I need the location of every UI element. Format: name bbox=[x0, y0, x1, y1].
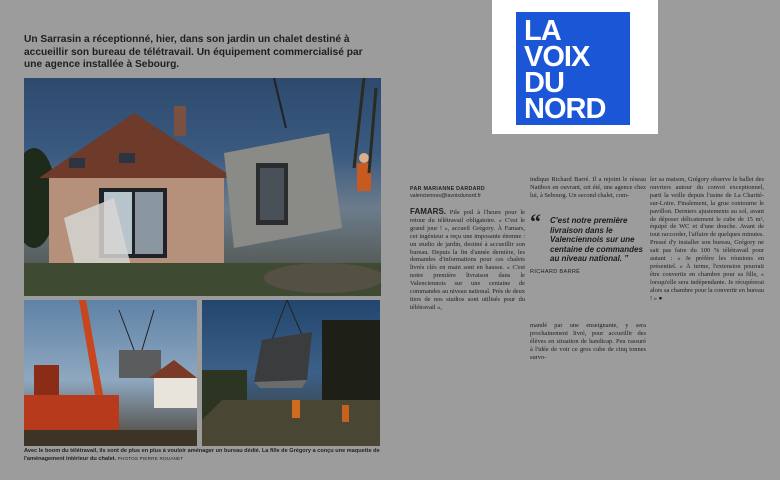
article-column-2: indique Richard Barré. Il a rejoint le réseau Natibox en ouvrant, cet été, une agence chez lui, à Sebourg. Un second chalet, com- bbox=[530, 176, 646, 199]
quote-text: C'est notre première livraison dans le Valenciennois sur une centaine de commandes au niveau national. ” bbox=[550, 216, 643, 264]
logo-line-2: VOIX bbox=[524, 41, 590, 73]
column-1-text: Pile poil à l'heure pour le retour du télétravail obligatoire. « C'est le grand jour ! », accueil Grégory. À Famars, cet ingénieur a reçu une imposante étrenne : un studio de jardin, destiné à accueillir son bureau. Depuis la fin d'année dernière, les demandes d'informations pour ces chalets livrés clés en main sont en hausse. « C'est notre première livraison dans le Valenciennois sur une centaine de commandes au niveau national. Près de deux tiers de nos studios sont utilisés pour du télétravail », bbox=[410, 209, 525, 311]
la-voix-du-nord-logo bbox=[516, 12, 630, 125]
chalet-delivery-illustration bbox=[24, 78, 381, 296]
pull-quote bbox=[530, 209, 646, 275]
cube-lift-illustration bbox=[202, 300, 380, 446]
logo-line-4: NORD bbox=[524, 93, 606, 125]
byline bbox=[410, 186, 485, 200]
main-photo bbox=[24, 78, 381, 296]
dateline-place: FAMARS. bbox=[410, 207, 446, 216]
photo-credit: PHOTOS PIERRE ROUANET bbox=[117, 456, 184, 461]
article-lead: Un Sarrasin a réceptionné, hier, dans son jardin un chalet destiné à accueillir son bureau de télétravail. Un équipement commercialisé par une agence installée à Sebourg. bbox=[24, 34, 363, 70]
crane-photo bbox=[24, 300, 197, 446]
photo-caption bbox=[24, 448, 380, 463]
article-column-1 bbox=[410, 208, 525, 312]
logo-line-3: DU bbox=[524, 67, 564, 99]
quote-author: RICHARD BARRÉ bbox=[530, 268, 581, 275]
byline-author: PAR MARIANNE DARDARD bbox=[410, 186, 486, 192]
quote-mark: “ bbox=[530, 209, 541, 234]
logo-line-1: LA bbox=[524, 15, 561, 47]
byline-email: valenciennes@lavoixdunord.fr bbox=[410, 193, 482, 199]
crane-illustration bbox=[24, 300, 197, 446]
article-column-3: ler sa maison, Grégory observe le ballet des ouvriers autour du convoi exceptionnel, parti la veille depuis l'usine de La Charité-sur-Loire. Finalement, la grue contourne le pavillon. Derniers ajustements au sol, avant de déposer délicatement le cube de 15 m², équipé de WC et d'une douche. Avant de tout raccorder, l'affaire de quelques minutes. Pressé d'y installer son bureau, Grégory ne sait pas faire du 100 % télétravail pour autant : « Je préfère les réunions en présentiel. » À terme, l'extension pourrait être convertie en chambre pour sa fille, « lorsqu'elle sera indépendante. Je récupérerai alors sa chambre pour la convertir en bureau ! » ● bbox=[650, 176, 764, 302]
lift-photo bbox=[202, 300, 380, 446]
caption-text: Avec le boom du télétravail, ils sont de plus en plus à vouloir aménager un bureau dédié. La fille de Grégory a conçu une maquette de l'aménagement intérieur du chalet. bbox=[24, 448, 380, 462]
article-column-2-continued: mandé par une enseignante, y sera prochainement livré, pour accueillir des élèves en situation de handicap. Peu rassuré à l'idée de voir ce gros cube de cinq tonnes survo- bbox=[530, 322, 646, 361]
